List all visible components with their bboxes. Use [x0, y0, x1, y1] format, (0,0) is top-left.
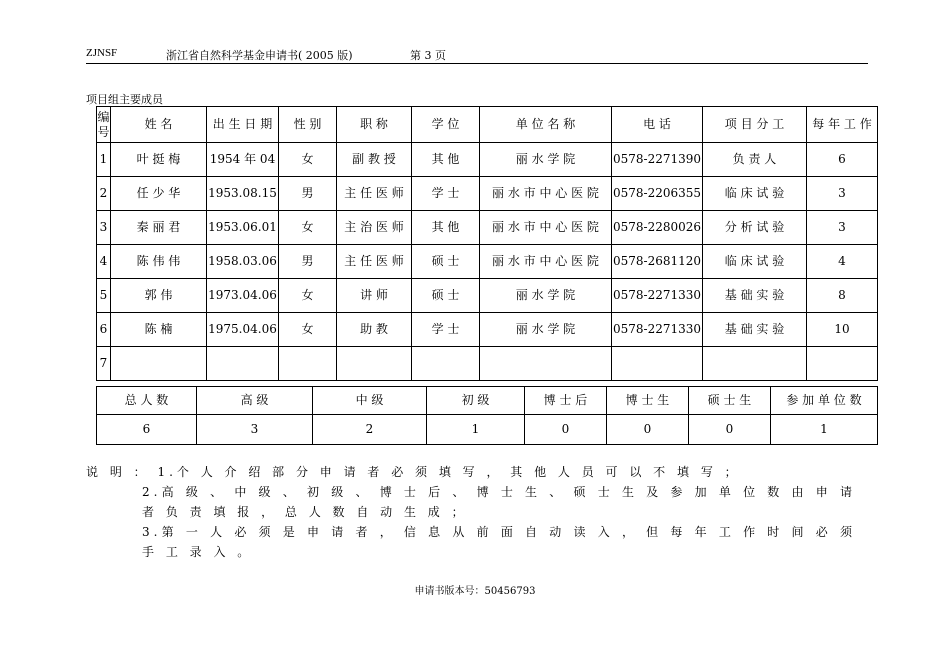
- column-header: 编号: [97, 107, 111, 143]
- table-cell: 硕 士: [412, 279, 480, 313]
- column-header: 电 话: [612, 107, 703, 143]
- table-cell: 其 他: [412, 211, 480, 245]
- table-cell: 0578-2271330: [612, 279, 703, 313]
- table-cell: [480, 347, 612, 381]
- column-header: 每 年 工 作: [807, 107, 878, 143]
- table-cell: 主 任 医 师: [337, 245, 412, 279]
- table-cell: 陈 伟 伟: [111, 245, 207, 279]
- table-cell: 3: [807, 177, 878, 211]
- table-cell: 丽 水 学 院: [480, 313, 612, 347]
- column-header: 单 位 名 称: [480, 107, 612, 143]
- column-header: 职 称: [337, 107, 412, 143]
- table-cell: 5: [97, 279, 111, 313]
- note-line-1: 说 明 ： 1.个 人 介 绍 部 分 申 请 者 必 须 填 写 ， 其 他 人 员 可 以 不 填 写 ；: [86, 465, 741, 479]
- summary-value: 0: [607, 415, 689, 445]
- summary-value: 6: [97, 415, 197, 445]
- table-cell: 丽 水 学 院: [480, 143, 612, 177]
- table-cell: 副 教 授: [337, 143, 412, 177]
- table-cell: 3: [807, 211, 878, 245]
- table-row: [97, 211, 878, 245]
- table-cell: 3: [97, 211, 111, 245]
- summary-value: 1: [771, 415, 878, 445]
- summary-header: 博 士 生: [607, 387, 689, 415]
- table-cell: 男: [279, 177, 337, 211]
- table-cell: 负 责 人: [703, 143, 807, 177]
- column-header: 项 目 分 工: [703, 107, 807, 143]
- table-cell: 临 床 试 验: [703, 177, 807, 211]
- table-cell: 1973.04.06: [207, 279, 279, 313]
- table-cell: 2: [97, 177, 111, 211]
- table-cell: 陈 楠: [111, 313, 207, 347]
- summary-header: 初 级: [427, 387, 525, 415]
- table-cell: 助 教: [337, 313, 412, 347]
- table-cell: 0578-2681120: [612, 245, 703, 279]
- table-row: [97, 347, 878, 381]
- summary-value: 1: [427, 415, 525, 445]
- summary-header: 中 级: [313, 387, 427, 415]
- table-cell: 女: [279, 279, 337, 313]
- section-title: 项目组主要成员: [86, 93, 163, 106]
- table-cell: 丽 水 市 中 心 医 院: [480, 211, 612, 245]
- header-page-number: 第 3 页: [410, 49, 446, 62]
- table-cell: 丽 水 市 中 心 医 院: [480, 245, 612, 279]
- table-cell: 硕 士: [412, 245, 480, 279]
- summary-header: 博 士 后: [525, 387, 607, 415]
- table-row: [97, 143, 878, 177]
- table-cell: 主 治 医 师: [337, 211, 412, 245]
- table-cell: 其 他: [412, 143, 480, 177]
- table-cell: 学 士: [412, 177, 480, 211]
- table-cell: 0578-2271330: [612, 313, 703, 347]
- members-header-row: [97, 107, 878, 143]
- table-cell: 女: [279, 313, 337, 347]
- table-cell: 丽 水 学 院: [480, 279, 612, 313]
- table-cell: 女: [279, 143, 337, 177]
- summary-value: 0: [689, 415, 771, 445]
- table-row: [97, 245, 878, 279]
- table-cell: 丽 水 市 中 心 医 院: [480, 177, 612, 211]
- header-title: 浙江省自然科学基金申请书( 2005 版): [166, 49, 353, 62]
- summary-header: 高 级: [197, 387, 313, 415]
- table-cell: 学 士: [412, 313, 480, 347]
- table-cell: [337, 347, 412, 381]
- header-org: ZJNSF: [86, 47, 118, 59]
- members-table-body: [97, 107, 878, 381]
- table-cell: 4: [807, 245, 878, 279]
- table-cell: [412, 347, 480, 381]
- table-cell: 7: [97, 347, 111, 381]
- version-footer: 申请书版本号：50456793: [414, 586, 536, 597]
- table-cell: 女: [279, 211, 337, 245]
- note-line-3: 3.第 一 人 必 须 是 申 请 者 ， 信 息 从 前 面 自 动 读 入 ， 但 每 年 工 作 时 间 必 须 手 工 录 入 。: [142, 525, 856, 559]
- summary-value-row: [97, 415, 878, 445]
- table-cell: 男: [279, 245, 337, 279]
- table-cell: 基 础 实 验: [703, 313, 807, 347]
- table-row: [97, 279, 878, 313]
- table-cell: 任 少 华: [111, 177, 207, 211]
- summary-value: 2: [313, 415, 427, 445]
- summary-header: 硕 士 生: [689, 387, 771, 415]
- table-cell: 6: [97, 313, 111, 347]
- table-cell: 临 床 试 验: [703, 245, 807, 279]
- table-cell: 主 任 医 师: [337, 177, 412, 211]
- table-cell: [111, 347, 207, 381]
- table-row: [97, 177, 878, 211]
- column-header: 性 别: [279, 107, 337, 143]
- table-cell: 1953.08.15: [207, 177, 279, 211]
- table-cell: 讲 师: [337, 279, 412, 313]
- table-cell: 分 析 试 验: [703, 211, 807, 245]
- table-cell: 0578-2271390: [612, 143, 703, 177]
- table-cell: [703, 347, 807, 381]
- notes: [86, 462, 856, 562]
- table-cell: [807, 347, 878, 381]
- summary-header-row: [97, 387, 878, 415]
- summary-header: 参 加 单 位 数: [771, 387, 878, 415]
- members-table: [96, 106, 878, 381]
- table-cell: 叶 挺 梅: [111, 143, 207, 177]
- page-header: [86, 47, 868, 64]
- table-cell: [207, 347, 279, 381]
- summary-value: 3: [197, 415, 313, 445]
- table-cell: 1953.06.01: [207, 211, 279, 245]
- table-cell: [279, 347, 337, 381]
- table-row: [97, 313, 878, 347]
- table-cell: 6: [807, 143, 878, 177]
- table-cell: 10: [807, 313, 878, 347]
- table-cell: 1: [97, 143, 111, 177]
- table-cell: 1954 年 04: [207, 143, 279, 177]
- table-cell: 1975.04.06: [207, 313, 279, 347]
- table-cell: 0578-2206355: [612, 177, 703, 211]
- table-cell: 1958.03.06: [207, 245, 279, 279]
- table-cell: 4: [97, 245, 111, 279]
- table-cell: 秦 丽 君: [111, 211, 207, 245]
- column-header: 出 生 日 期: [207, 107, 279, 143]
- table-cell: [612, 347, 703, 381]
- summary-value: 0: [525, 415, 607, 445]
- note-line-2: 2.高 级 、 中 级 、 初 级 、 博 士 后 、 博 士 生 、 硕 士 生 及 参 加 单 位 数 由 申 请 者 负 责 填 报 ， 总 人 数 自 动 生 成 ；: [142, 485, 856, 519]
- column-header: 姓 名: [111, 107, 207, 143]
- summary-table-body: [97, 387, 878, 445]
- column-header: 学 位: [412, 107, 480, 143]
- table-cell: 郭 伟: [111, 279, 207, 313]
- table-cell: 8: [807, 279, 878, 313]
- summary-header: 总 人 数: [97, 387, 197, 415]
- summary-table: [96, 386, 878, 445]
- table-cell: 0578-2280026: [612, 211, 703, 245]
- table-cell: 基 础 实 验: [703, 279, 807, 313]
